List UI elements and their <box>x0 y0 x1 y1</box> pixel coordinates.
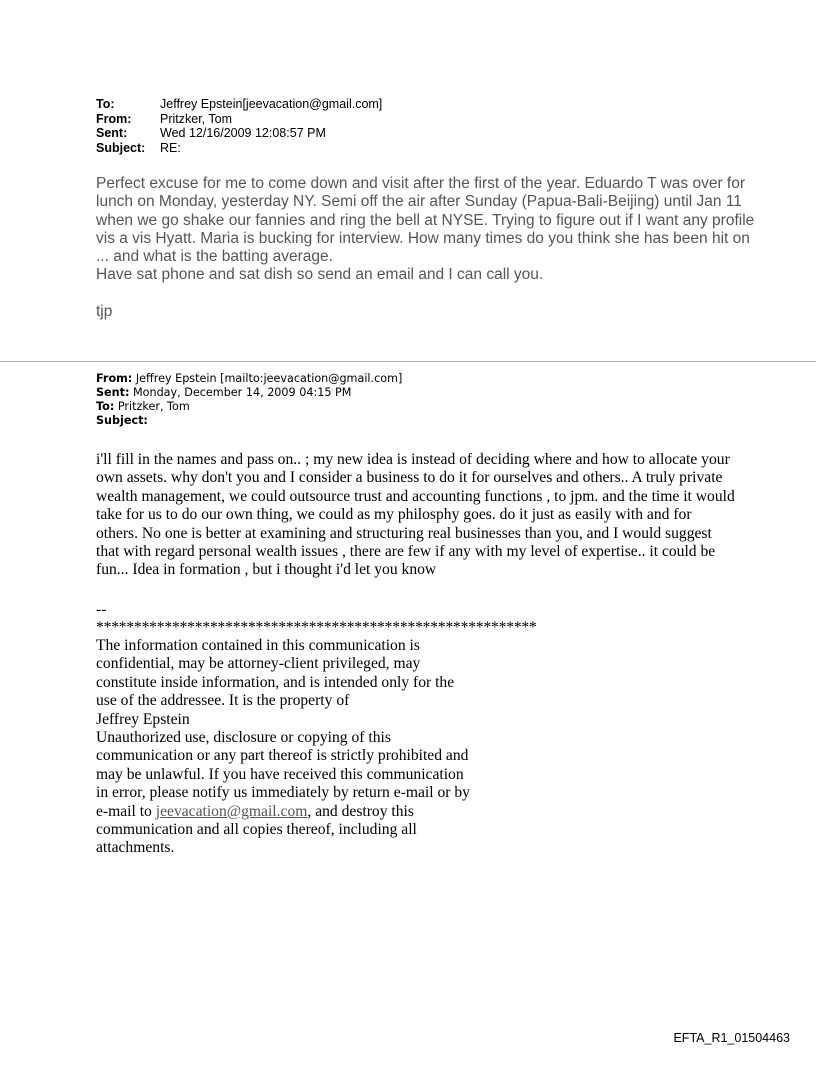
disclaimer-part-1: The information contained in this communication is confidential, may be attorney-client privileged, may constitute inside information, and is intended only for the use of the addressee. It is the property of <box>96 637 455 710</box>
original-email-header <box>96 372 402 428</box>
confidentiality-disclaimer <box>96 637 476 858</box>
sent-row <box>96 126 382 141</box>
reply-signature: tjp <box>96 303 113 320</box>
original-to-value: Pritzker, Tom <box>114 400 190 413</box>
original-sent-label: Sent: <box>96 386 130 399</box>
stars-line: ********************************************************** <box>96 619 537 637</box>
from-value: Pritzker, Tom <box>160 111 233 126</box>
from-row <box>96 112 382 127</box>
to-label: To: <box>96 97 115 111</box>
original-sent-value: Monday, December 14, 2009 04:15 PM <box>129 386 352 399</box>
dashes: -- <box>96 601 107 618</box>
message-divider <box>0 361 816 362</box>
reply-paragraph: Perfect excuse for me to come down and visit after the first of the year. Eduardo T was over for lunch on Monday, yesterday NY. Semi off the air after Sunday (Papua-Bali-Beijing) until Jan 11 when we go shake our fannies and ring the bell at NYSE. Trying to figure out if I want any profile vis a vis Hyatt. Maria is bucking for interview. How many times do you think she has been hit on ... and what is the batting average. <box>96 175 755 266</box>
to-value: Jeffrey Epstein[jeevacation@gmail.com] <box>160 97 383 111</box>
original-from-row <box>96 372 402 386</box>
subject-label: Subject: <box>96 140 146 155</box>
disclaimer-text-2: Unauthorized use, disclosure or copying of this communication or any part thereof is strictly prohibited and may be unlawful. If you have received this communication in error, please notify us immediately by return e-mail or by e-mail to <box>96 729 470 820</box>
to-row <box>96 97 382 112</box>
original-paragraph: i'll fill in the names and pass on.. ; my new idea is instead of deciding where and how to allocate your own assets. why don't you and I consider a business to do it for ourselves and others.. A truly private wealth management, we could outsource trust and accounting functions , to jpm. and the time it would take for us to do our own thing, we could as my philosphy goes. do it just as easily with and for others. No one is better at examining and structuring real businesses than you, and I would suggest that with regard personal wealth issues , there are few if any with my level of expertise.. it could be fun... Idea in formation , but i thought i'd let you know <box>96 451 735 579</box>
original-from-value: Jeffrey Epstein [mailto:jeevacation@gmail.com] <box>132 372 403 385</box>
original-body <box>96 451 736 580</box>
original-to-row <box>96 400 402 414</box>
original-sent-row <box>96 386 402 400</box>
sent-value: Wed 12/16/2009 12:08:57 PM <box>160 126 326 140</box>
disclaimer-name: Jeffrey Epstein <box>96 710 190 728</box>
reply-body <box>96 175 756 285</box>
subject-value: RE: <box>160 140 181 155</box>
original-to-label: To: <box>96 400 115 413</box>
reply-email-header <box>96 97 382 155</box>
bates-number: EFTA_R1_01504463 <box>673 1031 790 1045</box>
from-label: From: <box>96 111 132 126</box>
disclaimer-part-2 <box>96 729 476 858</box>
disclaimer-text-3: , and destroy this communication and all copies thereof, including all attachments. <box>96 802 417 857</box>
original-from-label: From: <box>96 372 133 385</box>
subject-row <box>96 141 382 156</box>
reply-paragraph-2: Have sat phone and sat dish so send an email and I can call you. <box>96 266 544 284</box>
sent-label: Sent: <box>96 126 128 140</box>
original-subject-label: Subject: <box>96 414 148 427</box>
email-link[interactable]: jeevacation@gmail.com <box>155 802 308 820</box>
original-subject-row <box>96 414 402 428</box>
signature-separator <box>96 601 537 638</box>
